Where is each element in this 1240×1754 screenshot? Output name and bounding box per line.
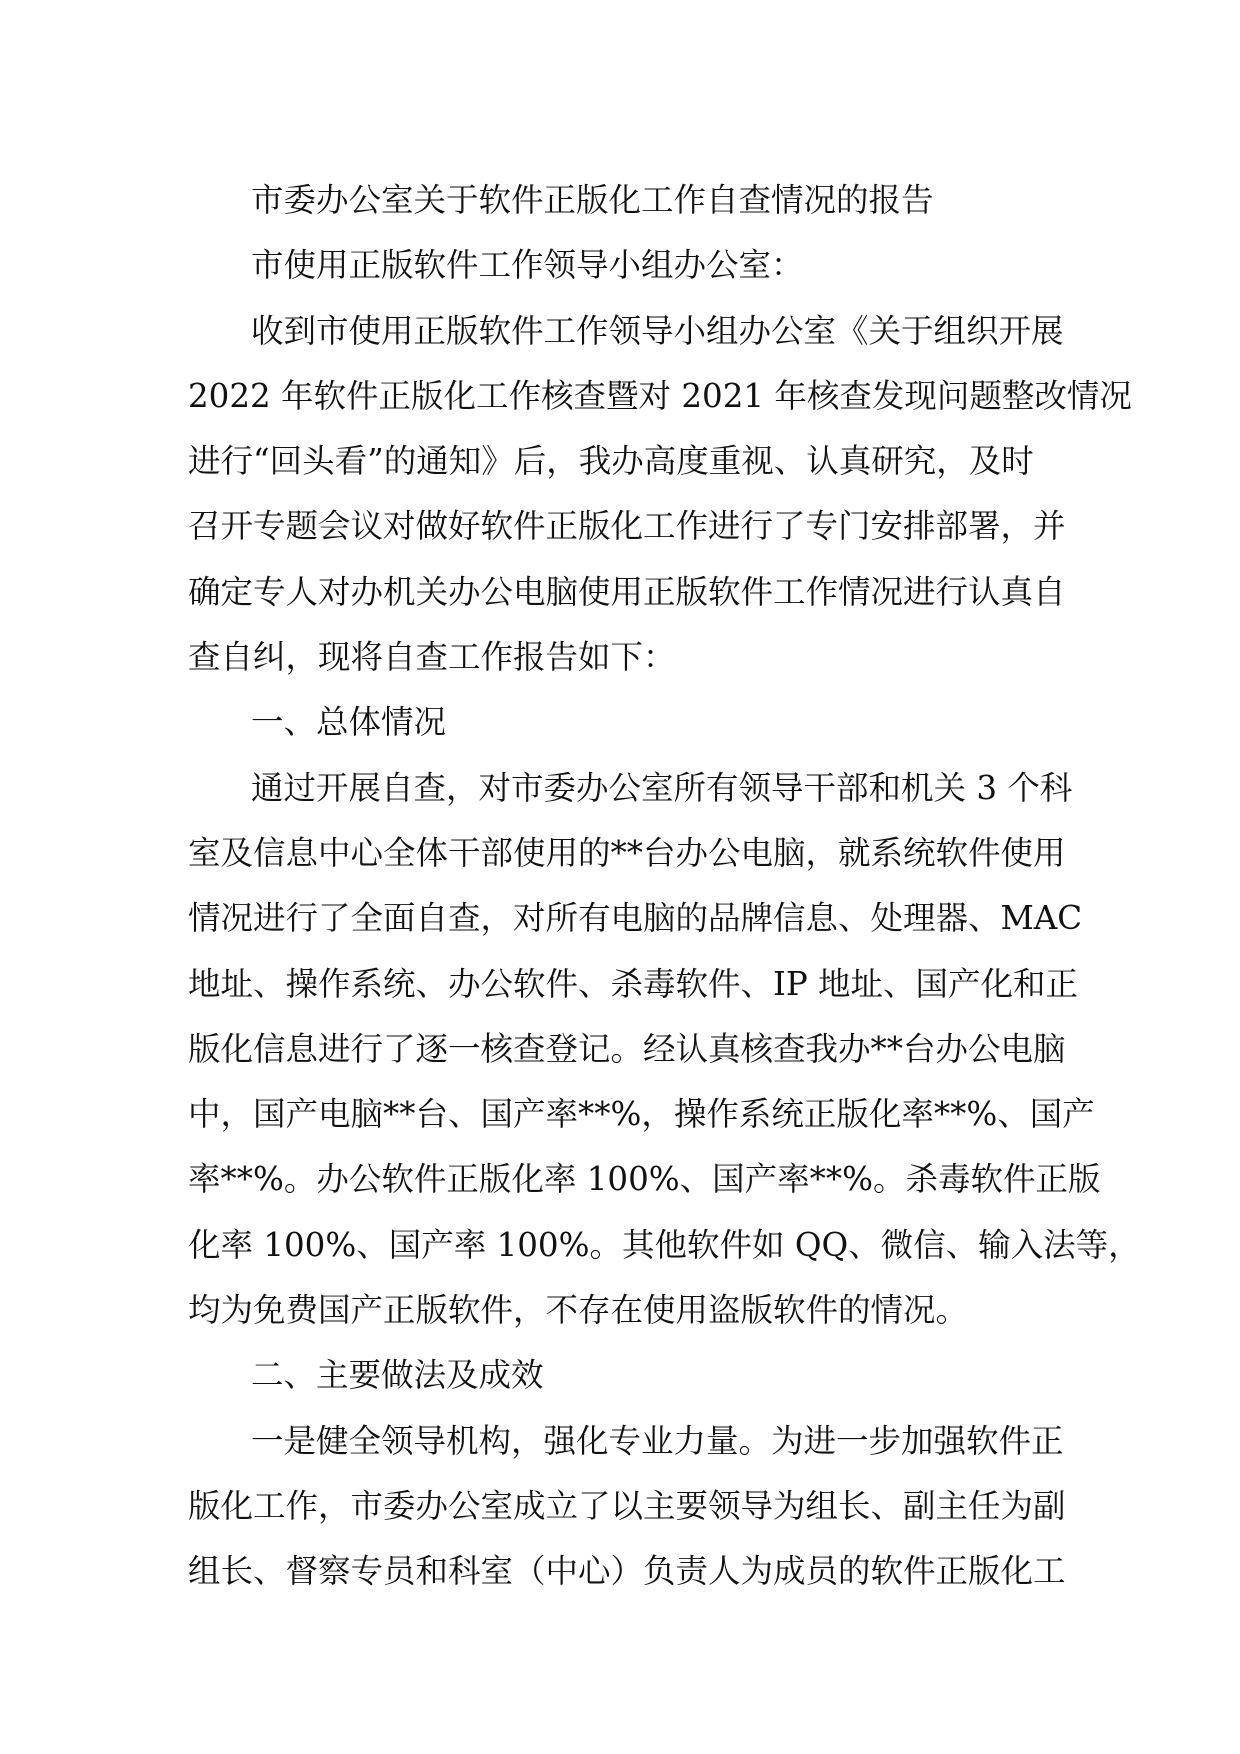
paragraph-2-line: 中，国产电脑**台、国产率**%，操作系统正版化率**%、国产 (188, 1095, 1095, 1134)
paragraph-2-line: 率**%。办公软件正版化率 100%、国产率**%。杀毒软件正版 (188, 1160, 1101, 1199)
paragraph-1-line: 收到市使用正版软件工作领导小组办公室《关于组织开展 (251, 311, 1064, 350)
paragraph-3-line: 组长、督察专员和科室（中心）负责人为成员的软件正版化工 (188, 1552, 1066, 1591)
paragraph-2-line: 化率 100%、国产率 100%。其他软件如 QQ、微信、输入法等， (188, 1225, 1141, 1264)
document-title: 市委办公室关于软件正版化工作自查情况的报告 (251, 181, 934, 219)
paragraph-1-line: 查自纠，现将自查工作报告如下： (188, 638, 676, 677)
paragraph-2-line: 情况进行了全面自查，对所有电脑的品牌信息、处理器、MAC (188, 899, 1083, 938)
section-heading-1: 一、总体情况 (251, 703, 447, 742)
addressee-line: 市使用正版软件工作领导小组办公室： (251, 246, 804, 285)
section-heading-2: 二、主要做法及成效 (251, 1356, 544, 1395)
paragraph-1-line: 召开专题会议对做好软件正版化工作进行了专门安排部署，并 (188, 507, 1066, 546)
paragraph-1-line: 2022 年软件正版化工作核查暨对 2021 年核查发现问题整改情况 (188, 376, 1132, 415)
document-body (188, 168, 1141, 1605)
paragraph-2-line: 地址、操作系统、办公软件、杀毒软件、IP 地址、国产化和正 (188, 964, 1079, 1003)
paragraph-3-line: 一是健全领导机构，强化专业力量。为进一步加强软件正 (251, 1421, 1064, 1460)
paragraph-2-line: 均为免费国产正版软件，不存在使用盗版软件的情况。 (188, 1291, 969, 1330)
paragraph-2-line: 版化信息进行了逐一核查登记。经认真核查我办**台办公电脑 (188, 1029, 1066, 1068)
paragraph-1-line: 进行“回头看”的通知》后，我办高度重视、认真研究，及时 (188, 442, 1034, 481)
paragraph-3-line: 版化工作，市委办公室成立了以主要领导为组长、副主任为副 (188, 1486, 1066, 1525)
paragraph-2-line: 室及信息中心全体干部使用的**台办公电脑，就系统软件使用 (188, 833, 1066, 872)
paragraph-2-line: 通过开展自查，对市委办公室所有领导干部和机关 3 个科 (251, 768, 1073, 807)
paragraph-1-line: 确定专人对办机关办公电脑使用正版软件工作情况进行认真自 (188, 572, 1066, 611)
